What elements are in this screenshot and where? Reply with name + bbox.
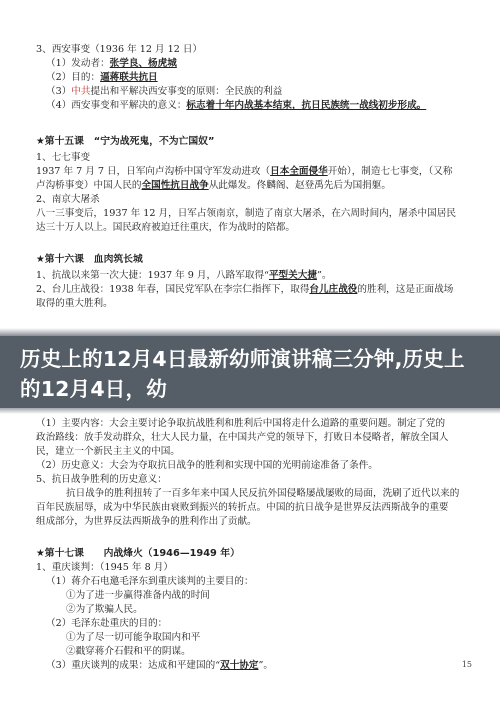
text-line: 1937 年 7 月 7 日，日军向卢沟桥中国守军发动进攻（日本全面侵华开始），制造七七事变，（又称: [36, 166, 453, 177]
text-line: （3）重庆谈判的成果：达成和平建国的“双十协定”。: [46, 660, 273, 671]
text-line: 达三十万人以上。国民政府被迫迁往重庆，作为战时的陪都。: [36, 222, 296, 233]
text-line: 抗日战争的胜利扭转了一百多年来中国人民反抗外国侵略屡战屡败的局面，洗刷了近代以来的: [66, 488, 460, 499]
text-line: ①为了尽一切可能争取国内和平: [66, 632, 201, 643]
text-line: （1）蒋介石电邀毛泽东到重庆谈判的主要目的：: [46, 576, 254, 587]
text-line: 3、西安事变（1936 年 12 月 12 日）: [36, 44, 203, 55]
text-line: （2）历史意义：大会为夺取抗日战争的胜利和实现中国的光明前途准备了条件。: [36, 460, 378, 471]
text-line: ②为了欺骗人民。: [66, 604, 143, 615]
text-line: 取得的重大胜利。: [36, 298, 113, 309]
text-line: 组成部分，为世界反法西斯战争的胜利作出了贡献。: [36, 516, 257, 527]
text-line: ②戳穿蒋介石假和平的阴谋。: [66, 646, 191, 657]
text-line: 1、抗战以来第一次大捷：1937 年 9 月，八路军取得“平型关大捷”。: [36, 270, 332, 281]
text-line: 5、抗日战争胜利的历史意义：: [36, 474, 167, 485]
article-title[interactable]: 历史上的12月4日最新幼师演讲稿三分钟,历史上的12月4日，幼: [20, 347, 465, 401]
text-line: 八一三事变后，1937 年 12 月，日军占领南京，制造了南京大屠杀，在六周时间内，屠杀中国居民: [36, 208, 456, 219]
lesson-heading: ★第十七课 内战烽火（1946—1949 年）: [36, 548, 240, 559]
text-line: （4）西安事变和平解决的意义：标志着十年内战基本结束，抗日民族统一战线初步形成。: [46, 100, 427, 111]
text-line: 1、重庆谈判：（1945 年 8 月）: [36, 562, 173, 573]
text-line: （3）中共提出和平解决西安事变的原则：全民族的利益: [46, 86, 283, 97]
text-line: 卢沟桥事变）中国人民的全国性抗日战争从此爆发。佟麟阁、赵登禹先后为国捐躯。: [36, 180, 391, 191]
overlay-fade: [0, 408, 500, 414]
text-line: （1）发动者：张学良、杨虎城: [46, 58, 177, 69]
text-line: 百年民族屈辱，成为中华民族由衰败到振兴的转折点。中国的抗日战争是世界反法西斯战争的重要: [36, 502, 449, 513]
text-line: 2、南京大屠杀: [36, 194, 100, 205]
text-line: 政治路线：放手发动群众，壮大人民力量，在中国共产党的领导下，打败日本侵略者，解放全国人: [36, 432, 449, 443]
text-line: 2、台儿庄战役：1938 年春，国民党军队在李宗仁指挥下，取得台儿庄战役的胜利，这是正面战场: [36, 284, 454, 295]
overlay-fade: [0, 328, 500, 336]
text-line: （2）毛泽东赴重庆的目的：: [46, 618, 168, 629]
text-line: （2）目的：逼蒋联共抗日: [46, 72, 158, 83]
text-line: （1）主要内容：大会主要讨论争取抗战胜利和胜利后中国将走什么道路的重要问题。制定了党的: [36, 418, 446, 429]
lesson-heading: ★第十六课 血肉筑长城: [36, 254, 143, 265]
lesson-heading: ★第十五课 “宁为战死鬼，不为亡国奴”: [36, 136, 215, 147]
text-line: 1、七七事变: [36, 152, 91, 163]
text-line: 民，建立一个新民主主义的中国。: [36, 446, 180, 457]
text-line: ①为了进一步赢得准备内战的时间: [66, 590, 210, 601]
page-number: 15: [461, 660, 472, 669]
